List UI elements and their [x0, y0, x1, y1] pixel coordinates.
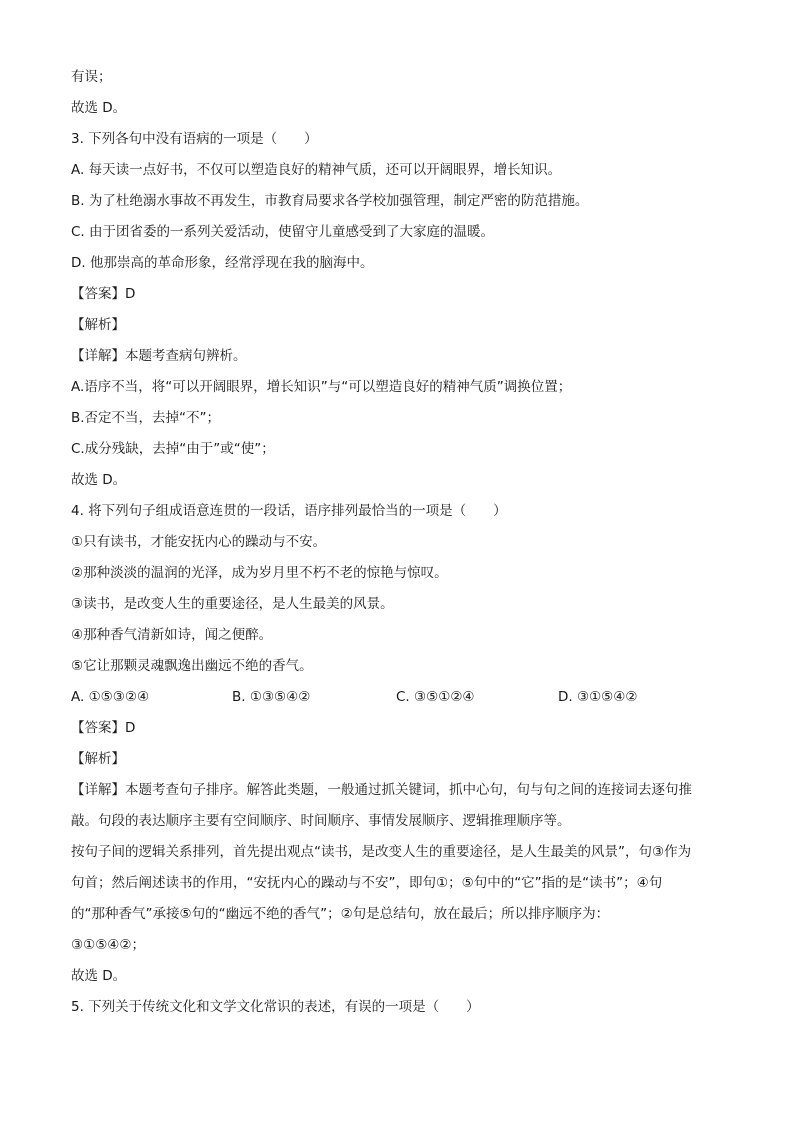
detail-line: C.成分残缺，去掉“由于”或“使”；	[71, 441, 275, 457]
sentence-item: ②那种淡淡的温润的光泽，成为岁月里不朽不老的惊艳与惊叹。	[71, 565, 448, 581]
answer-label: 【答案】D	[71, 286, 136, 302]
detail-line: 的“那种香气”承接⑤句的“幽远不绝的香气”；②句是总结句，放在最后；所以排序顺序为：	[71, 906, 610, 922]
text-line: 故选 D。	[71, 472, 127, 488]
detail-line: A.语序不当，将“可以开阔眼界，增长知识”与“可以塑造良好的精神气质”调换位置；	[71, 379, 572, 395]
text-line: 故选 D。	[71, 100, 127, 116]
sentence-item: ⑤它让那颗灵魂飘逸出幽远不绝的香气。	[71, 658, 313, 674]
question-3-option-c: C. 由于团省委的一系列关爱活动，使留守儿童感受到了大家庭的温暖。	[71, 224, 495, 240]
detail-line: 【详解】本题考查句子排序。解答此类题，一般通过抓关键词，抓中心句，句与句之间的连接词去逐句推	[71, 782, 692, 798]
sentence-item: ①只有读书，才能安抚内心的躁动与不安。	[71, 534, 327, 550]
question-3-option-a: A. 每天读一点好书，不仅可以塑造良好的精神气质，还可以开阔眼界，增长知识。	[71, 162, 562, 178]
detail-line: ③①⑤④②；	[71, 937, 146, 953]
detail-line: 按句子间的逻辑关系排列，首先提出观点“读书，是改变人生的重要途径，是人生最美的风景”，句③作为	[71, 844, 692, 860]
question-5-stem: 5. 下列关于传统文化和文学文化常识的表述，有误的一项是（ ）	[71, 999, 480, 1015]
analysis-label: 【解析】	[71, 317, 125, 333]
question-3-option-b: B. 为了杜绝溺水事故不再发生，市教育局要求各学校加强管理，制定严密的防范措施。	[71, 193, 589, 209]
detail-line: 【详解】本题考查病句辨析。	[71, 348, 247, 364]
option-c: C. ③⑤①②④	[396, 689, 475, 705]
sentence-item: ③读书，是改变人生的重要途径，是人生最美的风景。	[71, 596, 394, 612]
option-b: B. ①③⑤④②	[232, 689, 311, 705]
question-4-options	[71, 682, 726, 713]
sentence-item: ④那种香气清新如诗，闻之便醉。	[71, 627, 273, 643]
question-3-option-d: D. 他那崇高的革命形象，经常浮现在我的脑海中。	[71, 255, 374, 271]
detail-line: 敲。句段的表达顺序主要有空间顺序、时间顺序、事情发展顺序、逻辑推理顺序等。	[71, 813, 571, 829]
text-line: 故选 D。	[71, 968, 127, 984]
question-3-stem: 3. 下列各句中没有语病的一项是（ ）	[71, 131, 318, 147]
option-a: A. ①⑤③②④	[71, 689, 150, 705]
document-page	[71, 62, 726, 1023]
detail-line: B.否定不当，去掉“不”；	[71, 410, 221, 426]
detail-line: 句首；然后阐述读书的作用，“安抚内心的躁动与不安”，即句①；⑤句中的“它”指的是“读书”；④句	[71, 875, 663, 891]
analysis-label: 【解析】	[71, 751, 125, 767]
text-line: 有误；	[71, 69, 112, 85]
answer-label: 【答案】D	[71, 720, 136, 736]
question-4-stem: 4. 将下列句子组成语意连贯的一段话，语序排列最恰当的一项是（ ）	[71, 503, 507, 519]
option-d: D. ③①⑤④②	[558, 689, 638, 705]
